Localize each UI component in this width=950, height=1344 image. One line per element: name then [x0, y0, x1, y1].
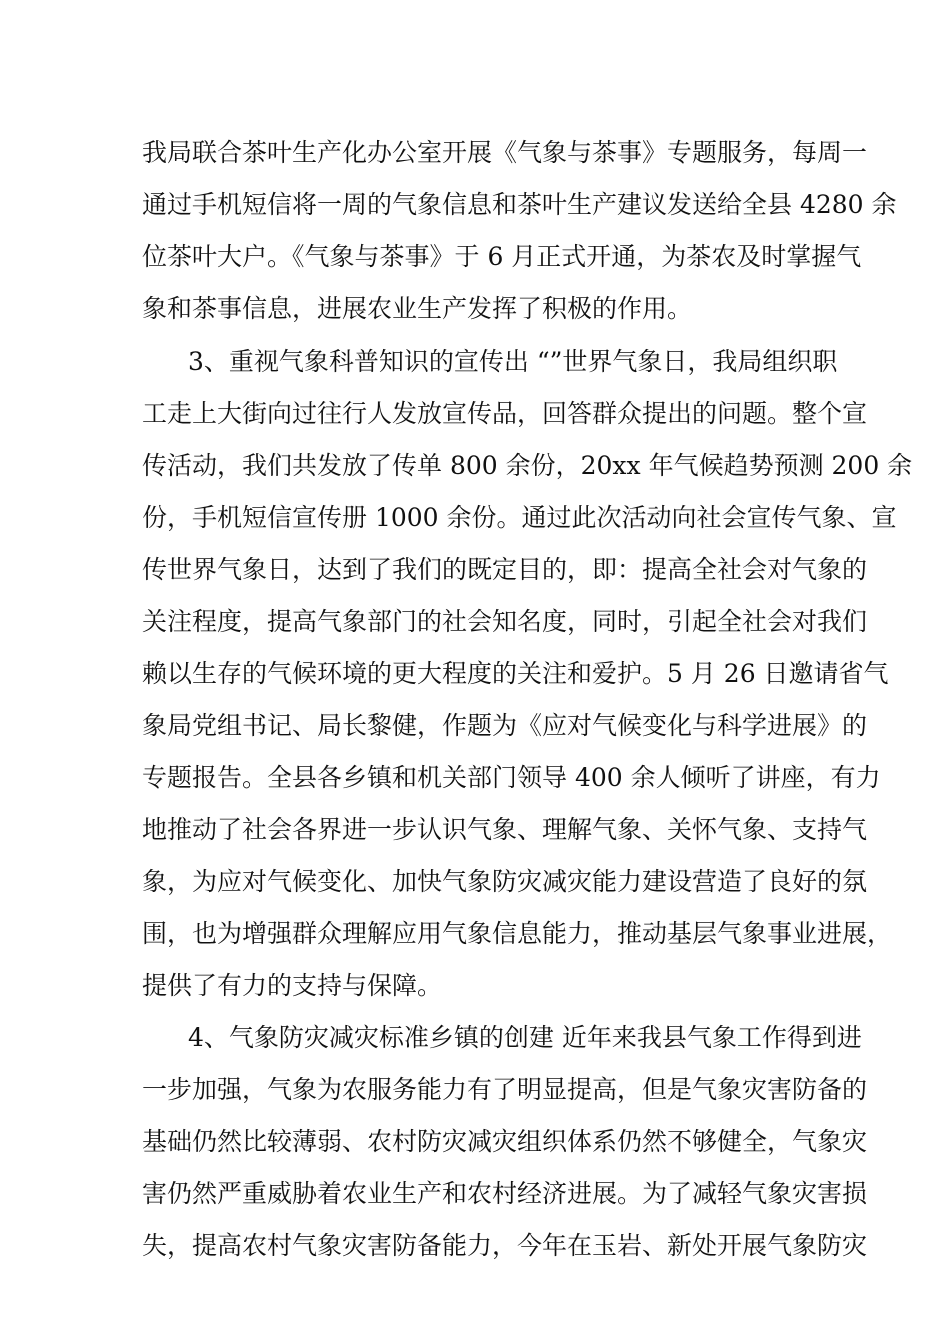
- text-line: 传世界气象日，达到了我们的既定目的，即：提高全社会对气象的: [142, 555, 868, 584]
- text-line: 位茶叶大户。《气象与茶事》于 6 月正式开通，为茶农及时掌握气: [142, 242, 862, 271]
- text-line: 传活动，我们共发放了传单 800 余份，20xx 年气候趋势预测 200 余: [142, 451, 913, 480]
- text-line: 地推动了社会各界进一步认识气象、理解气象、关怀气象、支持气: [142, 815, 868, 844]
- text-line: 失，提高农村气象灾害防备能力，今年在玉岩、新处开展气象防灾: [142, 1231, 868, 1260]
- text-line: 基础仍然比较薄弱、农村防灾减灾组织体系仍然不够健全，气象灾: [142, 1127, 868, 1156]
- text-line: 象局党组书记、局长黎健，作题为《应对气候变化与科学进展》的: [142, 711, 868, 740]
- paragraph-4-first-line: 4、气象防灾减灾标准乡镇的创建 近年来我县气象工作得到进: [188, 1023, 862, 1052]
- text-line: 赖以生存的气候环境的更大程度的关注和爱护。5 月 26 日邀请省气: [142, 659, 889, 688]
- text-line: 害仍然严重威胁着农业生产和农村经济进展。为了减轻气象灾害损: [142, 1179, 868, 1208]
- text-line: 通过手机短信将一周的气象信息和茶叶生产建议发送给全县 4280 余: [142, 190, 897, 219]
- text-line: 围，也为增强群众理解应用气象信息能力，推动基层气象事业进展，: [142, 919, 893, 948]
- paragraph-3-first-line: 3、重视气象科普知识的宣传出 “”世界气象日，我局组织职: [188, 347, 838, 376]
- text-line: 象，为应对气候变化、加快气象防灾减灾能力建设营造了良好的氛: [142, 867, 868, 896]
- text-line: 象和茶事信息，进展农业生产发挥了积极的作用。: [142, 294, 693, 323]
- text-line: 一步加强，气象为农服务能力有了明显提高，但是气象灾害防备的: [142, 1075, 868, 1104]
- text-line: 我局联合茶叶生产化办公室开展《气象与茶事》专题服务，每周一: [142, 138, 868, 167]
- text-line: 提供了有力的支持与保障。: [142, 971, 443, 1000]
- text-line: 关注程度，提高气象部门的社会知名度，同时，引起全社会对我们: [142, 607, 868, 636]
- text-line: 专题报告。全县各乡镇和机关部门领导 400 余人倾听了讲座，有力: [142, 763, 881, 792]
- text-line: 工走上大街向过往行人发放宣传品，回答群众提出的问题。整个宣: [142, 399, 868, 428]
- text-line: 份，手机短信宣传册 1000 余份。通过此次活动向社会宣传气象、宣: [142, 503, 897, 532]
